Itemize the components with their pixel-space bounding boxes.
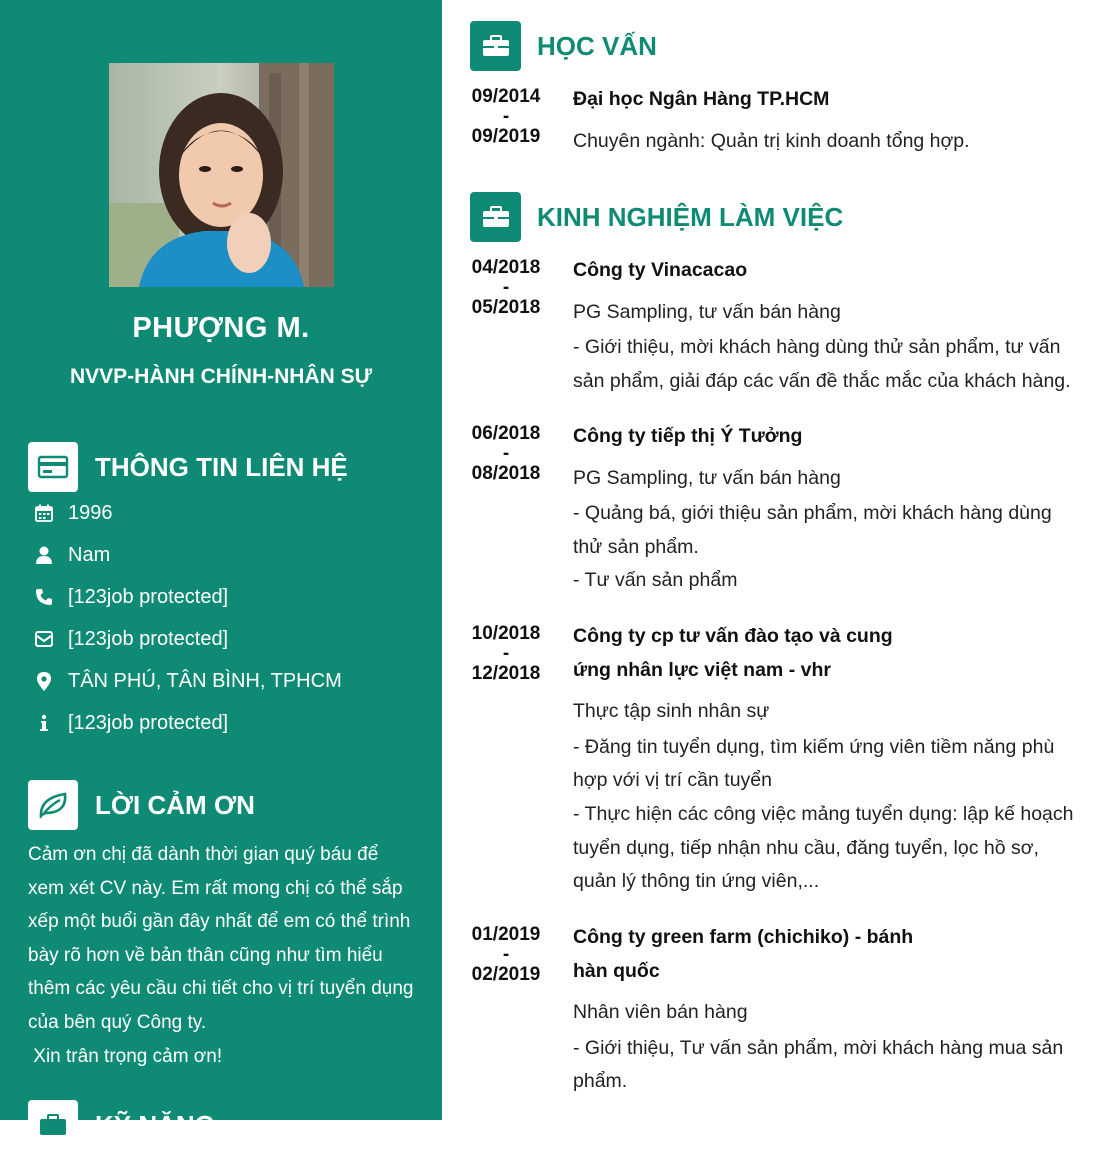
education-heading bbox=[470, 21, 657, 71]
skills-heading-text: KỸ NĂNG bbox=[95, 1109, 215, 1140]
skills-heading bbox=[28, 1100, 215, 1150]
entry-dates bbox=[470, 86, 542, 148]
school-name: Đại học Ngân Hàng TP.HCM bbox=[573, 88, 830, 110]
contact-value: Nam bbox=[68, 543, 111, 566]
candidate-name: PHƯỢNG M. bbox=[132, 312, 310, 344]
job-description: - Giới thiệu, mời khách hàng dùng thử sản phẩm, tư vấn sản phẩm, giải đáp các vấn đề thắc mắc của khách hàng. bbox=[573, 336, 1071, 392]
info-icon bbox=[30, 712, 58, 734]
contact-value: [123job protected] bbox=[68, 627, 229, 650]
job-position: PG Sampling, tư vấn bán hàng bbox=[573, 466, 841, 489]
job-description: - Đăng tin tuyển dụng, tìm kiếm ứng viên tiềm năng phù hợp với vị trí cần tuyển - Thực hiện các công việc mảng tuyển dụng: lập kế hoạch tuyển dụng, tiếp nhận nhu cầu, đăng tuyển, lọc hồ sơ, quản lý thông tin ứng viên,... bbox=[573, 735, 1074, 893]
candidate-title: NVVP-HÀNH CHÍNH-NHÂN SỰ bbox=[69, 365, 373, 388]
date-to: 08/2018 bbox=[471, 463, 541, 484]
date-dash: - bbox=[502, 106, 510, 127]
location-icon bbox=[30, 670, 58, 692]
leaf-icon bbox=[28, 780, 78, 830]
date-dash: - bbox=[502, 643, 510, 664]
contact-heading bbox=[28, 442, 348, 492]
briefcase-icon bbox=[28, 1100, 78, 1150]
date-dash: - bbox=[502, 944, 510, 965]
calendar-icon bbox=[30, 502, 58, 524]
education-heading-text: HỌC VẤN bbox=[537, 30, 657, 61]
entry-content bbox=[573, 620, 1083, 899]
contact-email[interactable] bbox=[30, 618, 342, 660]
sidebar bbox=[0, 0, 442, 1140]
contact-value: [123job protected] bbox=[68, 711, 229, 734]
experience-heading-text: KINH NGHIỆM LÀM VIỆC bbox=[537, 201, 844, 232]
contact-list bbox=[30, 492, 342, 744]
major: Chuyên ngành: Quản trị kinh doanh tổng hợp. bbox=[573, 129, 970, 152]
briefcase-icon bbox=[470, 192, 521, 242]
company-name: Công ty tiếp thị Ý Tưởng bbox=[573, 425, 803, 447]
thanks-text: Cảm ơn chị đã dành thời gian quý báu để xem xét CV này. Em rất mong chị có thể sắp xếp một buổi gần đây nhất để em có thể trình bày rõ hơn về bản thân cũng như tìm hiểu thêm các yêu cầu chi tiết cho vị trí tuyển dụng của bên quý Công ty. Xin trân trọng cảm ơn! bbox=[28, 844, 414, 1067]
entry-dates bbox=[470, 257, 542, 319]
thanks-heading bbox=[28, 780, 255, 830]
job-description: - Quảng bá, giới thiệu sản phẩm, mời khách hàng dùng thử sản phẩm. - Tư vấn sản phẩm bbox=[573, 502, 1052, 592]
phone-icon bbox=[30, 586, 58, 608]
entry-dates bbox=[470, 924, 542, 986]
contact-heading-text: THÔNG TIN LIÊN HỆ bbox=[95, 451, 348, 482]
contact-gender bbox=[30, 534, 342, 576]
job-position: Thực tập sinh nhân sự bbox=[573, 700, 770, 723]
profile-photo bbox=[109, 63, 334, 287]
entry-content bbox=[573, 254, 1083, 398]
date-to: 09/2019 bbox=[471, 126, 541, 147]
date-from: 06/2018 bbox=[471, 423, 541, 444]
date-to: 12/2018 bbox=[471, 663, 541, 684]
user-icon bbox=[30, 544, 58, 566]
date-from: 10/2018 bbox=[471, 623, 541, 644]
entry-dates bbox=[470, 623, 542, 685]
briefcase-icon bbox=[470, 21, 521, 71]
contact-birthyear bbox=[30, 492, 342, 534]
contact-address bbox=[30, 660, 342, 702]
date-to: 02/2019 bbox=[471, 964, 541, 985]
date-from: 01/2019 bbox=[471, 924, 541, 945]
company-name: Công ty green farm (chichiko) - bánh hàn quốc bbox=[573, 926, 914, 982]
date-dash: - bbox=[502, 443, 510, 464]
main-content bbox=[470, 0, 1090, 1120]
entry-content bbox=[573, 921, 1083, 1099]
entry-content bbox=[573, 83, 1083, 158]
contact-website[interactable] bbox=[30, 702, 342, 744]
date-dash: - bbox=[502, 277, 510, 298]
entry-dates bbox=[470, 423, 542, 485]
company-name: Công ty Vinacacao bbox=[573, 259, 748, 281]
experience-heading bbox=[470, 192, 843, 242]
contact-phone[interactable] bbox=[30, 576, 342, 618]
email-icon bbox=[30, 628, 58, 650]
date-from: 04/2018 bbox=[471, 257, 541, 278]
job-description: - Giới thiệu, Tư vấn sản phẩm, mời khách hàng mua sản phẩm. bbox=[573, 1036, 1064, 1093]
thanks-heading-text: LỜI CẢM ƠN bbox=[95, 789, 255, 820]
company-name: Công ty cp tư vấn đào tạo và cung ứng nhân lực việt nam - vhr bbox=[573, 625, 893, 681]
job-position: Nhân viên bán hàng bbox=[573, 1001, 748, 1024]
contact-value: [123job protected] bbox=[68, 585, 229, 608]
job-position: PG Sampling, tư vấn bán hàng bbox=[573, 300, 841, 323]
contact-value: 1996 bbox=[68, 501, 113, 524]
contact-value: TÂN PHÚ, TÂN BÌNH, TPHCM bbox=[68, 669, 342, 692]
date-to: 05/2018 bbox=[471, 297, 541, 318]
date-from: 09/2014 bbox=[471, 86, 541, 107]
id-card-icon bbox=[28, 442, 78, 492]
entry-content bbox=[573, 420, 1083, 598]
